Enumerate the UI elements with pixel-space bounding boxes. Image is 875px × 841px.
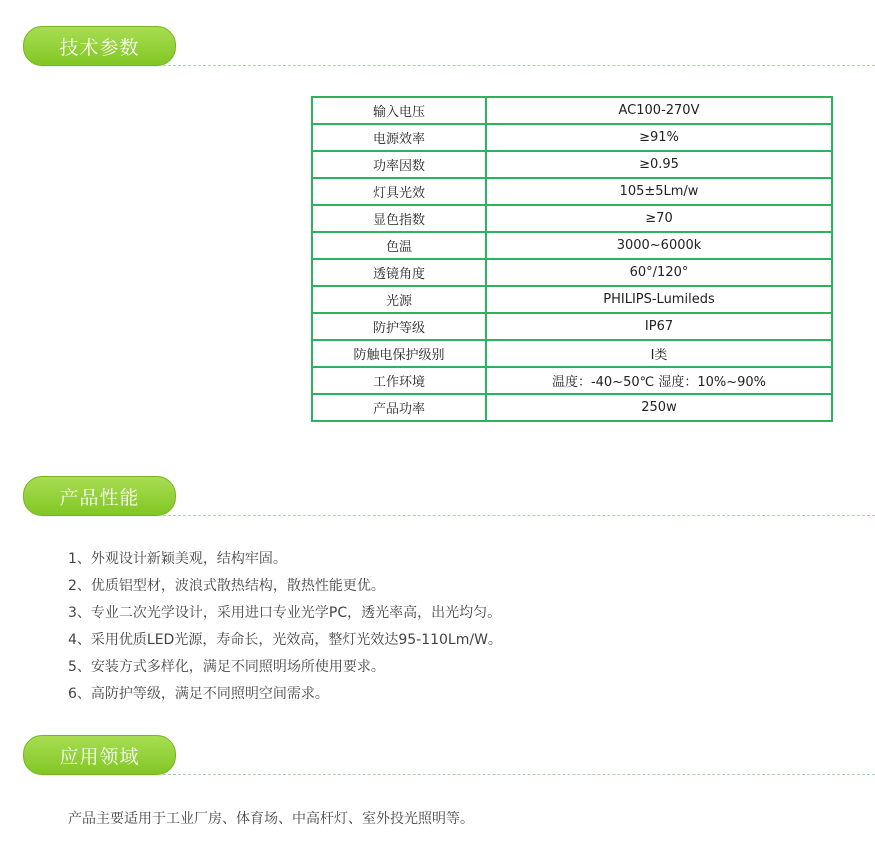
feature-list [68,548,502,710]
spec-row [312,232,832,259]
spec-value: IP67 [486,313,832,340]
spec-value: 250w [486,394,832,421]
spec-value: ≥91% [486,124,832,151]
spec-value: 温度：-40~50℃ 湿度：10%~90% [486,367,832,394]
section-title-tech: 技术参数 [23,26,176,66]
spec-key: 色温 [312,232,486,259]
spec-row [312,313,832,340]
spec-key: 功率因数 [312,151,486,178]
spec-row [312,367,832,394]
section-title-application: 应用领域 [23,735,176,775]
spec-value: 105±5Lm/w [486,178,832,205]
spec-key: 灯具光效 [312,178,486,205]
spec-key: 透镜角度 [312,259,486,286]
spec-row [312,124,832,151]
spec-key: 输入电压 [312,97,486,124]
feature-item: 1、外观设计新颖美观，结构牢固。 [68,551,287,567]
spec-row [312,97,832,124]
spec-value: PHILIPS-Lumileds [486,286,832,313]
spec-value: AC100-270V [486,97,832,124]
spec-row [312,286,832,313]
feature-item: 5、安装方式多样化，满足不同照明场所使用要求。 [68,659,385,675]
section-divider [163,515,875,516]
feature-item: 3、专业二次光学设计，采用进口专业光学PC，透光率高，出光均匀。 [68,605,502,621]
spec-row [312,205,832,232]
section-header-application [23,735,875,775]
spec-row [312,151,832,178]
feature-item: 6、高防护等级，满足不同照明空间需求。 [68,686,329,702]
spec-value: 3000~6000k [486,232,832,259]
spec-key: 防触电保护级别 [312,340,486,367]
spec-row [312,394,832,421]
spec-value: ≥0.95 [486,151,832,178]
spec-key: 产品功率 [312,394,486,421]
spec-key: 电源效率 [312,124,486,151]
spec-key: 光源 [312,286,486,313]
spec-key: 工作环境 [312,367,486,394]
spec-table [311,96,833,422]
spec-key: 防护等级 [312,313,486,340]
spec-value: ≥70 [486,205,832,232]
feature-item: 2、优质铝型材，波浪式散热结构，散热性能更优。 [68,578,385,594]
spec-value: 60°/120° [486,259,832,286]
spec-row [312,259,832,286]
section-header-performance [23,476,875,516]
application-text: 产品主要适用于工业厂房、体育场、中高杆灯、室外投光照明等。 [68,811,474,827]
section-divider [163,774,875,775]
section-header-tech [23,26,875,66]
spec-row [312,178,832,205]
spec-row [312,340,832,367]
spec-key: 显色指数 [312,205,486,232]
section-title-performance: 产品性能 [23,476,176,516]
feature-item: 4、采用优质LED光源，寿命长，光效高，整灯光效达95-110Lm/W。 [68,632,502,648]
spec-value: I类 [486,340,832,367]
section-divider [163,65,875,66]
